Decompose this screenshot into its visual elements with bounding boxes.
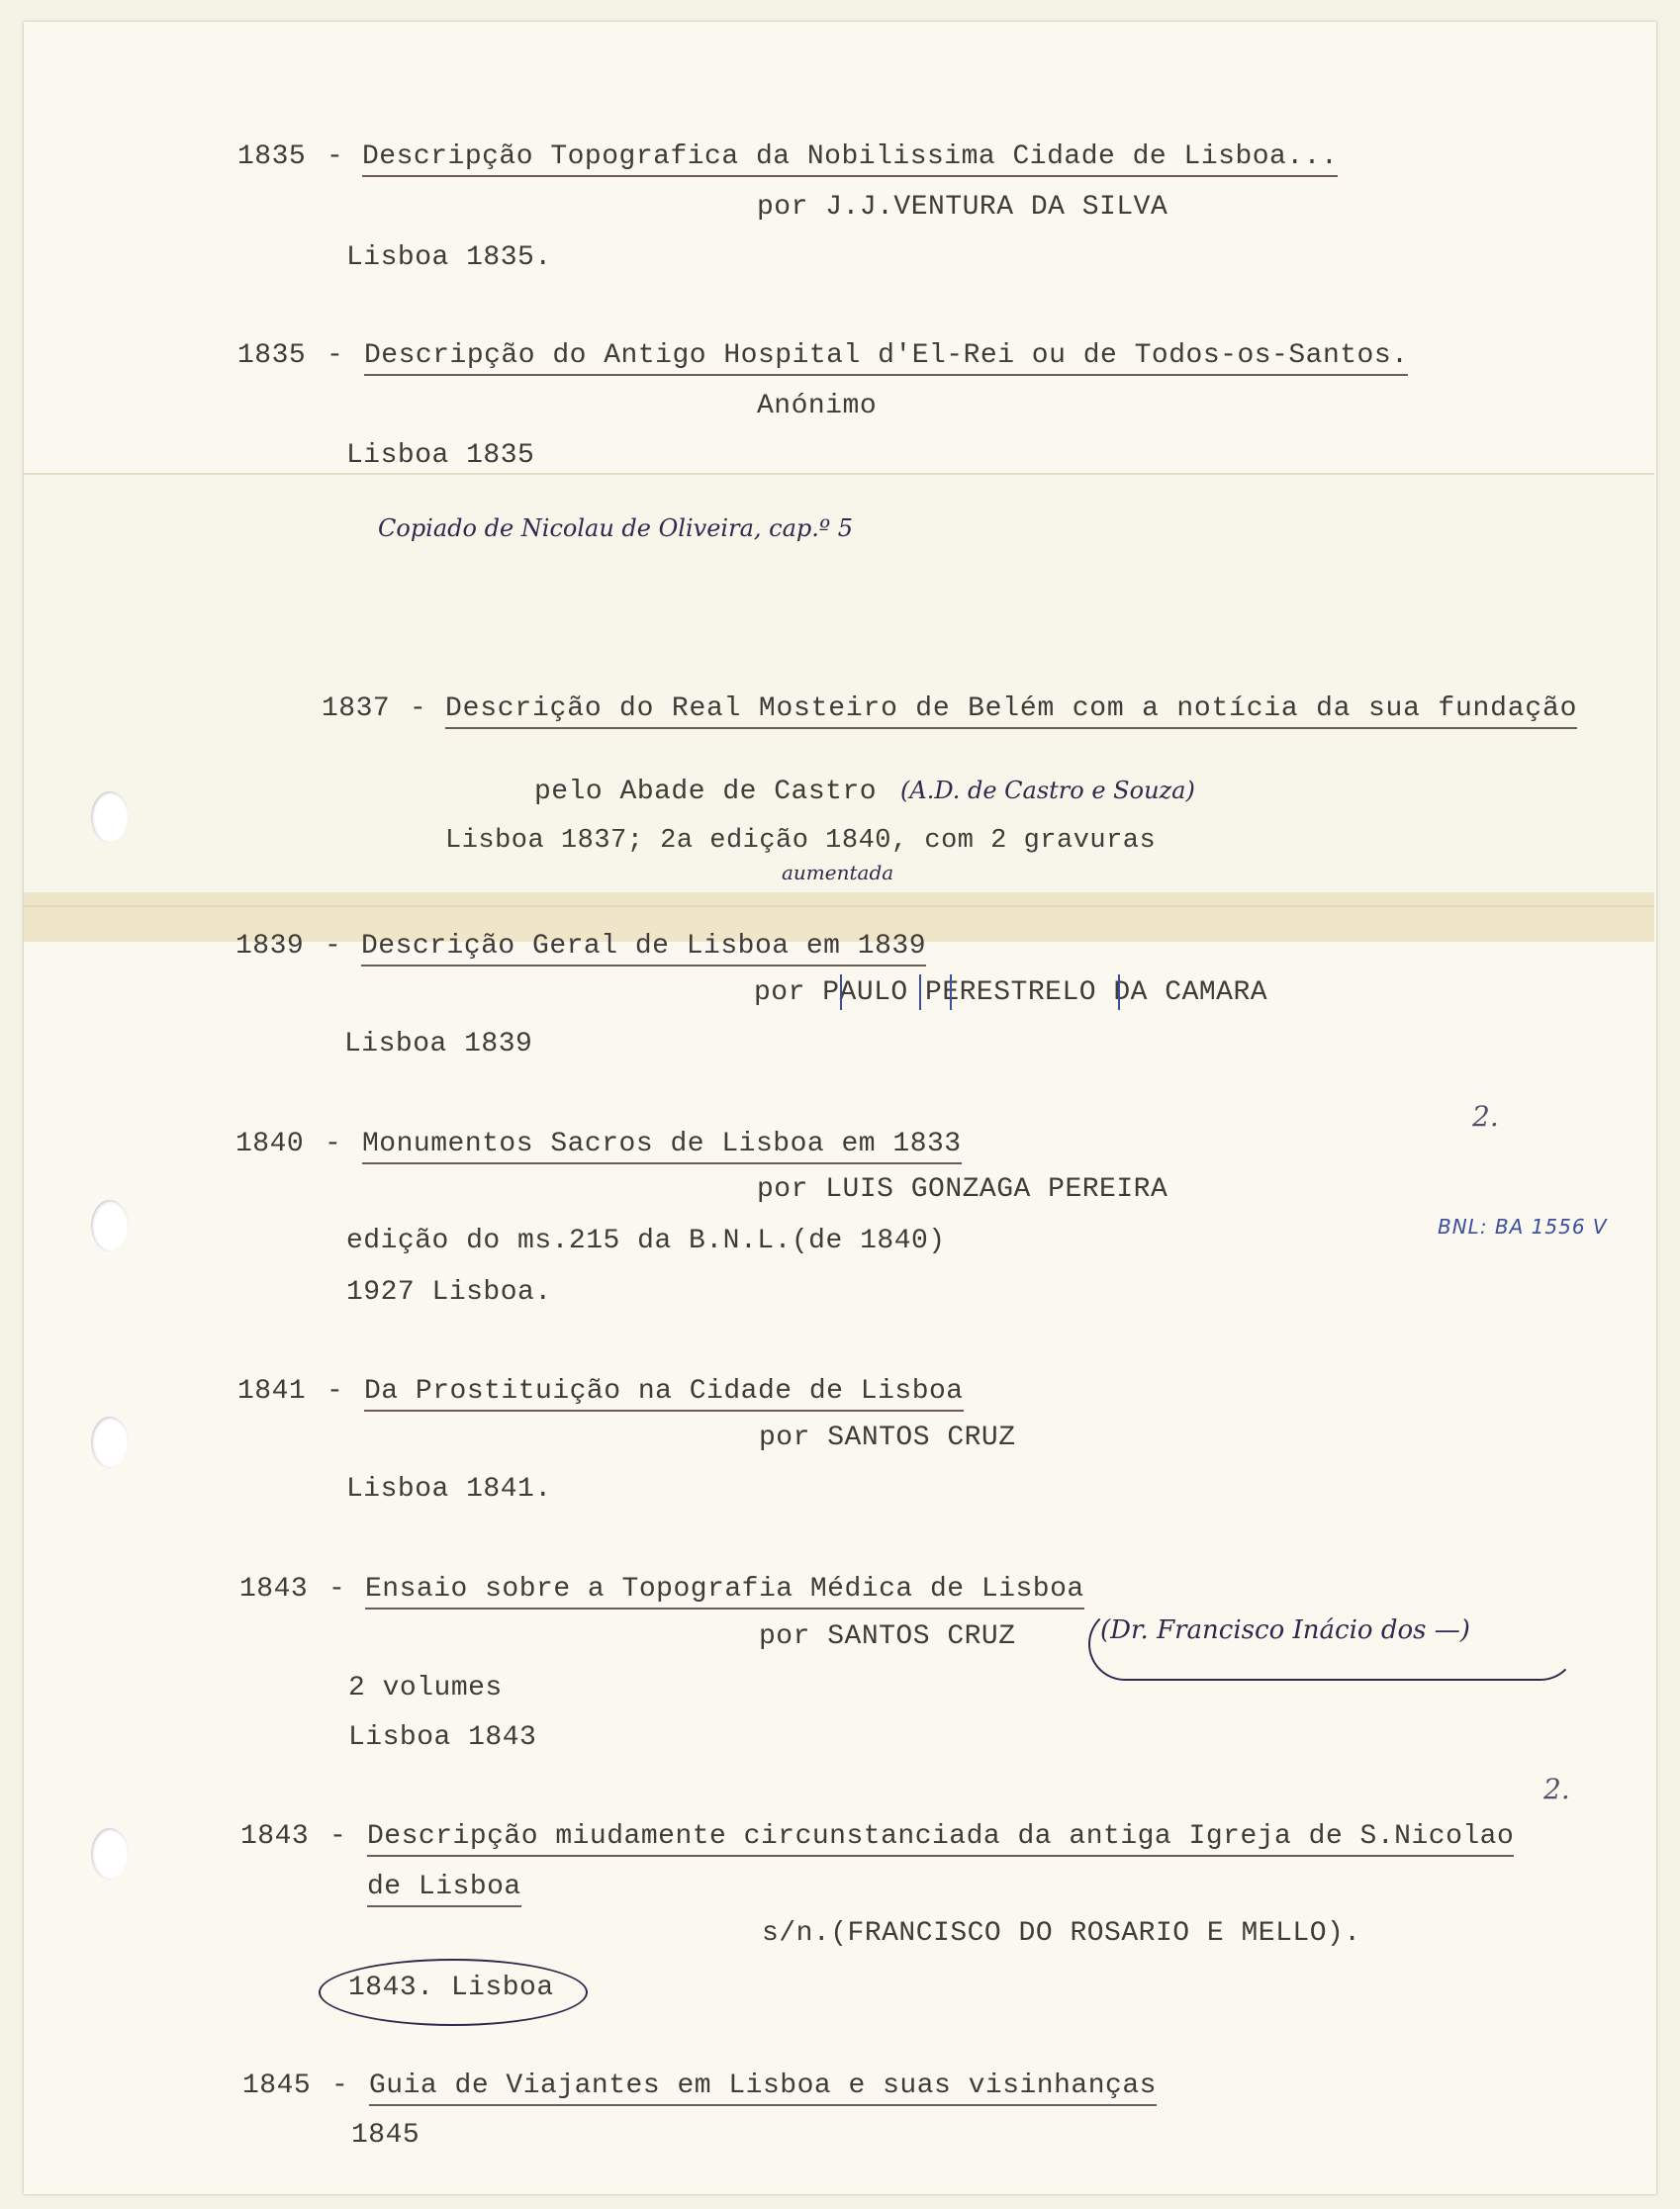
entry-dash: - [327,141,344,172]
entry-detail: 1843. Lisboa [348,1973,554,2003]
page-number-mark: 2. [1543,1773,1570,1805]
entry-detail: 2 volumes [348,1673,503,1703]
entry-detail: Lisboa 1837; 2a edição 1840, com 2 gravuras [445,826,1157,856]
entry-detail: Lisboa 1835 [346,440,535,471]
handwritten-author-note: (A.D. de Castro e Souza) [900,777,1195,804]
entry-year: 1843 [240,1821,310,1852]
entry-year: 1841 [237,1376,307,1407]
entry-year: 1835 [237,141,307,172]
entry-detail: Lisboa 1843 [348,1722,537,1753]
entry-detail: edição do ms.215 da B.N.L.(de 1840) [346,1226,946,1256]
punch-hole [91,1828,129,1880]
page-number-mark: 2. [1472,1100,1499,1133]
entry-title-continuation: de Lisboa [367,1871,521,1907]
entry-dash: - [327,1376,344,1407]
punch-hole [91,791,129,843]
entry-title: Descrição do Real Mosteiro de Belém com a notícia da sua fundação [445,692,1577,729]
entry-author: por SANTOS CRUZ [759,1423,1016,1453]
entry-detail: Lisboa 1841. [346,1474,552,1505]
entry-author: s/n.(FRANCISCO DO ROSARIO E MELLO). [762,1918,1361,1949]
entry-dash: - [325,1129,342,1159]
library-reference: BNL: BA 1556 V [1438,1215,1608,1239]
handwritten-author-note: (Dr. Francisco Inácio dos —) [1100,1615,1470,1645]
entry-author: por J.J.VENTURA DA SILVA [757,192,1168,223]
entry-detail: 1845 [351,2120,420,2151]
entry-year: 1840 [235,1129,305,1159]
entry-year: 1845 [242,2071,312,2101]
entry-year: 1837 [322,693,391,724]
entry-detail: Lisboa 1839 [344,1029,533,1059]
entry-title: Ensaio sobre a Topografia Médica de Lisboa [365,1573,1084,1610]
entry-detail: Lisboa 1835. [346,242,552,273]
entry-title: Descrição Geral de Lisboa em 1839 [361,930,926,966]
editorial-bracket [950,974,1120,1010]
entry-author: pelo Abade de Castro [534,777,878,807]
entry-author: por PAULO PERESTRELO DA CAMARA [754,977,1268,1008]
entry-title: Descripção do Antigo Hospital d'El-Rei ou de Todos-os-Santos. [364,339,1408,376]
entry-title: Descripção miudamente circunstanciada da antiga Igreja de S.Nicolao [367,1820,1514,1857]
entry-year: 1843 [239,1574,309,1605]
entry-dash: - [331,2071,349,2101]
entry-dash: - [328,1574,346,1605]
entry-title: Descripção Topografica da Nobilissima Cidade de Lisboa... [362,140,1338,177]
entry-year: 1835 [237,340,307,371]
entry-author: por LUIS GONZAGA PEREIRA [757,1174,1168,1205]
entry-dash: - [410,693,427,724]
entry-title: Monumentos Sacros de Lisboa em 1833 [362,1128,962,1164]
entry-dash: - [325,931,342,962]
handwritten-margin-note: aumentada [782,861,894,884]
entry-dash: - [329,1821,347,1852]
punch-hole [91,1417,129,1468]
entry-title: Guia de Viajantes em Lisboa e suas visinhanças [369,2070,1157,2106]
editorial-bracket [840,974,921,1010]
entry-dash: - [327,340,344,371]
handwritten-note: Copiado de Nicolau de Oliveira, cap.º 5 [378,514,854,542]
entry-detail: 1927 Lisboa. [346,1277,552,1308]
entry-year: 1839 [235,931,305,962]
entry-author: por SANTOS CRUZ [759,1621,1016,1652]
entry-author: Anónimo [757,391,878,421]
punch-hole [91,1200,129,1251]
entry-title: Da Prostituição na Cidade de Lisboa [364,1375,964,1412]
